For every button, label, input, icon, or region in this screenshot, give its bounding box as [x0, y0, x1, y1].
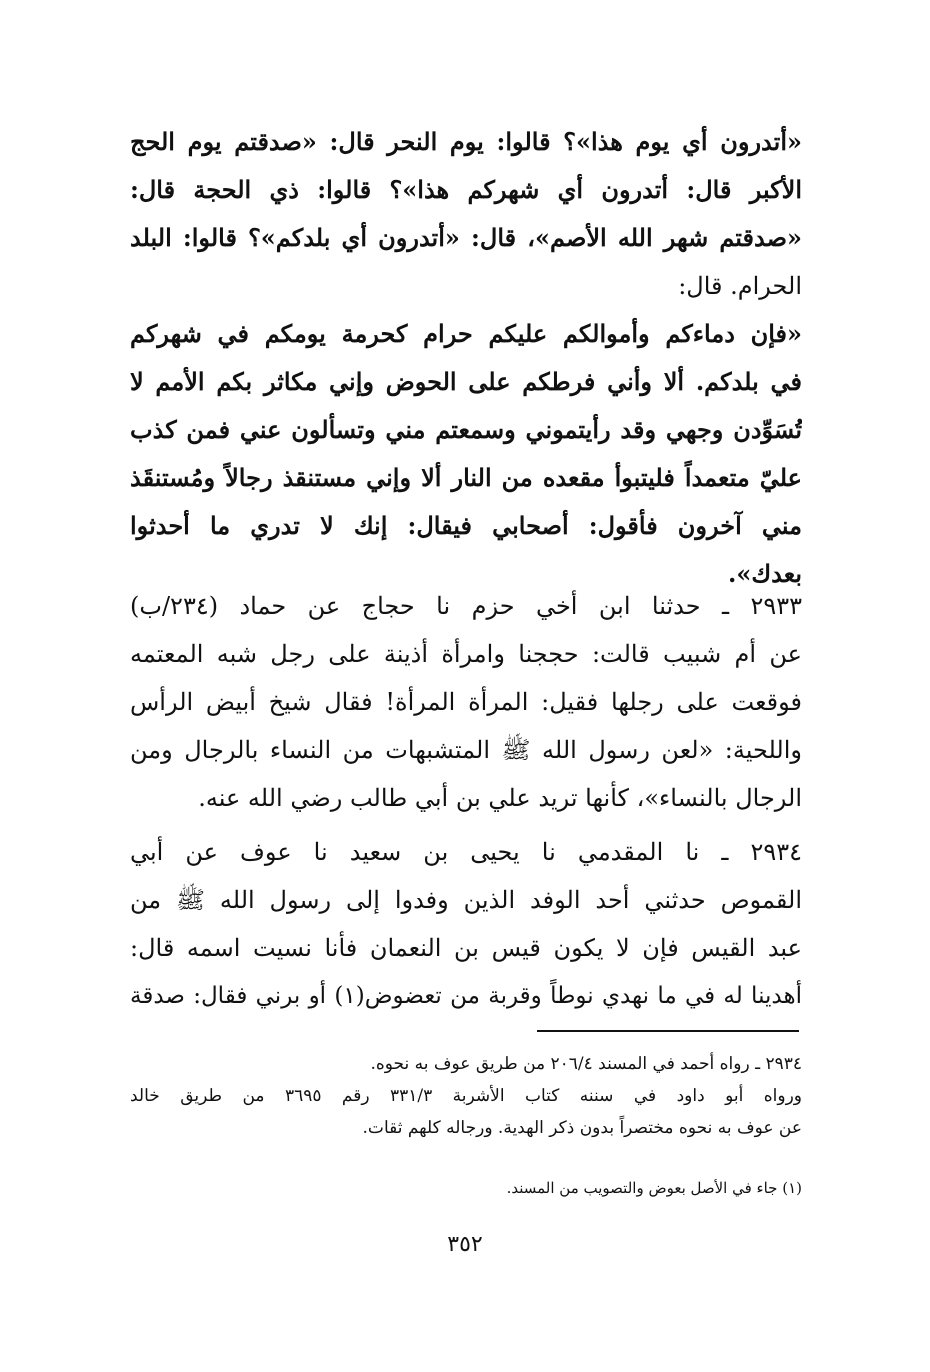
text-line: الرجال بالنساء»، كأنها تريد علي بن أبي طالب رضي الله عنه.	[198, 784, 802, 812]
footnote-line: ورواه أبو داود في سننه كتاب الأشربة ٣٣١/٣ رقم ٣٦٩٥ من طريق خالد	[130, 1086, 802, 1106]
text-line: أهدينا له في ما نهدي نوطاً وقربة من تعضوض(١) أو برني فقال: صدقة	[130, 983, 802, 1009]
text-line: عليّ متعمداً فليتبوأ مقعده من النار ألا وإني مستنقذ رجالاً ومُستنقَذ	[130, 463, 802, 492]
footnote-1	[130, 1172, 802, 1204]
text-line: في بلدكم. ألا وأني فرطكم على الحوض وإني مكاثر بكم الأمم لا	[130, 367, 802, 396]
text-line: القموص حدثني أحد الوفد الذين وفدوا إلى رسول الله ﷺ من	[130, 886, 802, 914]
text-line: تُسَوِّدن وجهي وقد رأيتموني وسمعتم مني وتسألون عني فمن كذب	[130, 415, 802, 444]
text-line: واللحية: «لعن رسول الله ﷺ المتشبهات من النساء بالرجال ومن	[130, 736, 802, 764]
text-line: الحرام. قال:	[678, 272, 802, 300]
text-line: ٢٩٣٤ ـ نا المقدمي نا يحيى بن سعيد نا عوف عن أبي	[130, 838, 802, 866]
footnote-separator	[537, 1030, 799, 1032]
page-number: ٣٥٢	[447, 1232, 483, 1257]
footnote-line: ٢٩٣٤ ـ رواه أحمد في المسند ٢٠٦/٤ من طريق عوف به نحوه.	[370, 1054, 802, 1074]
text-line: عن أم شبيب قالت: حججنا وامرأة أذينة على رجل شبه المعتمه	[130, 640, 802, 668]
text-line: مني آخرون فأقول: أصحابي فيقال: إنك لا تدري ما أحدثوا	[130, 511, 802, 540]
text-line: «أتدرون أي يوم هذا»؟ قالوا: يوم النحر قال: «صدقتم يوم الحج	[130, 127, 802, 156]
footnote-line: (١) جاء في الأصل بعوض والتصويب من المسند.	[506, 1179, 802, 1197]
text-line: «فإن دماءكم وأموالكم عليكم حرام كحرمة يومكم في شهركم	[130, 319, 802, 348]
hadith-2933	[130, 582, 802, 822]
text-line: ٢٩٣٣ ـ حدثنا ابن أخي حزم نا حجاج عن حماد (٢٣٤/ب)	[130, 592, 802, 620]
footnote-line: عن عوف به نحوه مختصراً بدون ذكر الهدية. ورجاله كلهم ثقات.	[362, 1118, 802, 1138]
text-line: بعدك».	[728, 559, 802, 588]
text-line: «صدقتم شهر الله الأصم»، قال: «أتدرون أي بلدكم»؟ قالوا: البلد	[130, 223, 802, 252]
text-line: فوقعت على رجلها فقيل: المرأة المرأة! فقال شيخ أبيض الرأس	[130, 688, 802, 716]
text-line: الأكبر قال: أتدرون أي شهركم هذا»؟ قالوا: ذي الحجة قال:	[130, 175, 802, 204]
passage-continuation	[130, 118, 802, 598]
hadith-2934	[130, 828, 802, 1020]
text-line: عبد القيس فإن لا يكون قيس بن النعمان فأنا نسيت اسمه قال:	[130, 934, 802, 962]
footnotes	[130, 1048, 802, 1144]
